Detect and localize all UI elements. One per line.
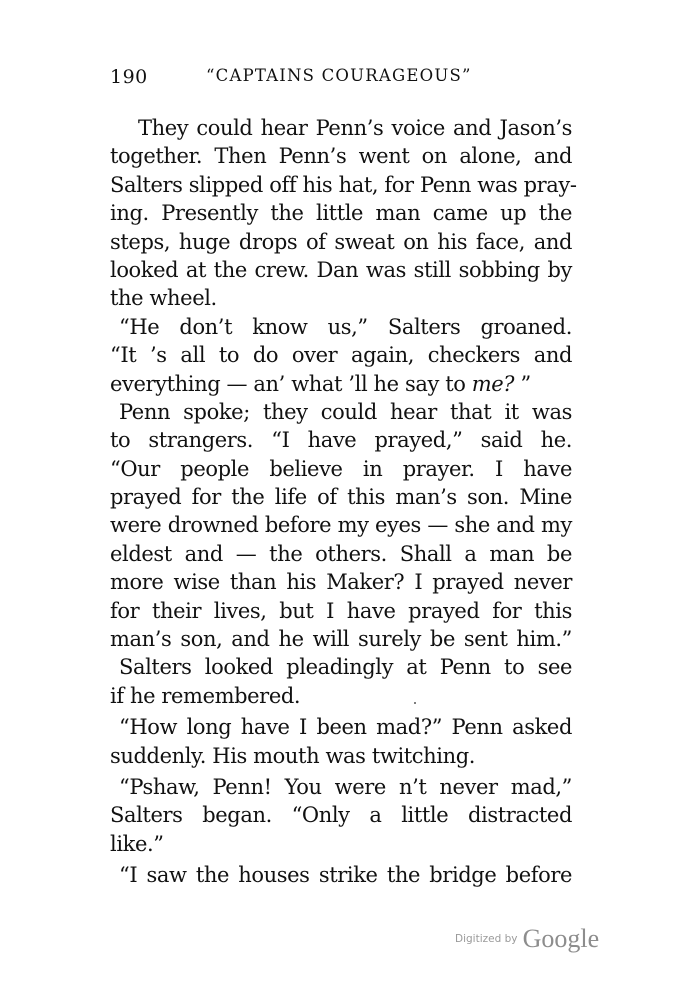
text-line: steps, huge drops of sweat on his face, and	[110, 229, 572, 254]
text-line: “It ’s all to do over again, checkers and	[110, 343, 572, 368]
closing-quote: ”	[514, 371, 531, 396]
text-line: Penn spoke; they could hear that it was	[119, 399, 572, 424]
body-text	[110, 114, 577, 890]
text-line: man’s son, and he will surely be sent him.”	[110, 627, 572, 652]
running-title: “CAPTAINS COURAGEOUS”	[206, 66, 472, 85]
page-number: 190	[110, 66, 148, 88]
text-line: They could hear Penn’s voice and Jason’s	[138, 116, 572, 140]
text-line: were drowned before my eyes — she and my	[110, 513, 572, 538]
text-line: Salters looked pleadingly at Penn to see	[119, 655, 572, 680]
text-line: ing. Presently the little man came up the	[110, 201, 572, 226]
text-line: “Our people believe in prayer. I have	[110, 456, 572, 481]
text-line: eldest and — the others. Shall a man be	[110, 541, 572, 566]
text-line-with-emphasis	[110, 370, 572, 398]
text-line: for their lives, but I have prayed for this	[110, 598, 572, 623]
text-line: Salters began. “Only a little distracted	[110, 803, 572, 828]
emphasis-text: me?	[471, 371, 515, 396]
print-speck	[414, 702, 416, 704]
text-line: “How long have I been mad?” Penn asked	[119, 715, 572, 740]
digitized-watermark	[455, 924, 599, 954]
text-line: like.”	[110, 831, 164, 856]
text-line: looked at the crew. Dan was still sobbing by	[110, 257, 572, 282]
text-line: more wise than his Maker? I prayed never	[110, 570, 572, 595]
text-line: “I saw the houses strike the bridge before	[119, 863, 572, 888]
text-line: Salters slipped off his hat, for Penn was pray-	[110, 172, 577, 197]
text-line: if he remembered.	[110, 683, 301, 708]
digitized-label: Digitized by	[455, 933, 518, 945]
text-segment: everything — an’ what ’ll he say to	[110, 371, 472, 396]
text-line: “Pshaw, Penn! You were n’t never mad,”	[119, 774, 572, 799]
running-head	[110, 66, 572, 92]
text-line: the wheel.	[110, 286, 217, 311]
text-line: together. Then Penn’s went on alone, and	[110, 144, 572, 169]
text-line: suddenly. His mouth was twitching.	[110, 743, 476, 768]
text-line: to strangers. “I have prayed,” said he.	[110, 428, 572, 453]
text-line: “He don’t know us,” Salters groaned.	[119, 314, 572, 339]
google-logo: Google	[522, 924, 600, 953]
text-line: prayed for the life of this man’s son. Mine	[110, 485, 572, 510]
